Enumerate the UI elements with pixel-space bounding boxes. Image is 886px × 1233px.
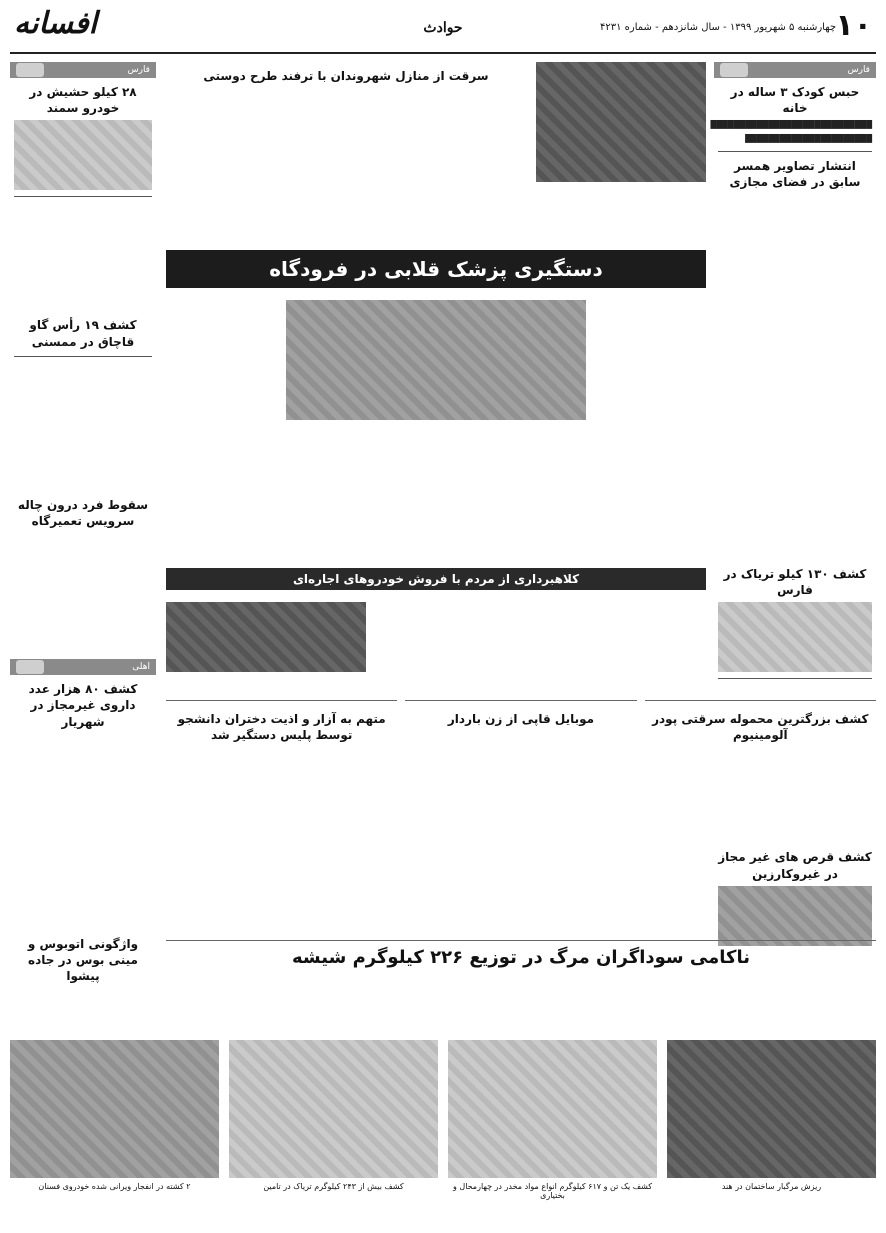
article-headline: سقوط فرد درون چاله سرویس تعمیرگاه bbox=[17, 497, 149, 528]
top-story bbox=[166, 62, 706, 248]
article-headline: کشف قرص های غیر مجاز در غیروکارزین bbox=[718, 850, 872, 881]
story-row bbox=[166, 700, 876, 930]
section-label: اهلی bbox=[132, 662, 150, 673]
divider bbox=[718, 678, 872, 679]
mid-story bbox=[166, 292, 706, 562]
article-headline: موبایل قاپی از زن باردار bbox=[447, 712, 595, 726]
divider bbox=[14, 356, 152, 357]
article-headline: کشف ۸۰ هزار عدد داروی غیرمجاز در شهریار bbox=[28, 682, 138, 729]
photo-card bbox=[229, 1040, 438, 1200]
suspect-photo bbox=[536, 62, 706, 182]
issue-info: چهارشنبه ۵ شهریور ۱۳۹۹ - سال شانزدهم - شماره ۴۲۳۱ bbox=[600, 22, 836, 33]
article-headline: کشف بزرگترین محموله سرقتی پودر آلومینیوم bbox=[652, 712, 869, 743]
section-label: فارس bbox=[847, 65, 870, 75]
left-column-lower bbox=[10, 930, 156, 989]
masthead bbox=[10, 6, 876, 54]
map-icon bbox=[720, 63, 748, 77]
article bbox=[166, 700, 397, 930]
section-bar bbox=[10, 659, 156, 675]
article-headline: کشف ۱۳۰ کیلو تریاک در فارس bbox=[723, 567, 867, 598]
right-column bbox=[710, 62, 876, 338]
article-headline: متهم به آزار و اذیت دختران دانشجو توسط پلیس دستگیر شد bbox=[177, 712, 386, 743]
divider bbox=[14, 196, 152, 197]
photo-card bbox=[667, 1040, 876, 1200]
banner-headline: دستگیری پزشک قلابی در فرودگاه bbox=[166, 250, 706, 288]
divider bbox=[718, 151, 872, 152]
logo: افسانه bbox=[14, 6, 98, 41]
section-title: حوادث bbox=[423, 20, 463, 36]
opium-photo bbox=[229, 1040, 438, 1178]
photo-caption: ۲ کشته در انفجار ویرانی شده خودروی فسنان bbox=[38, 1182, 191, 1191]
article-headline: حبس کودک ۳ ساله در خانه bbox=[730, 85, 860, 116]
page-number: ۱۰ bbox=[835, 8, 872, 43]
section-bar bbox=[10, 62, 156, 78]
narcotics-photo bbox=[448, 1040, 657, 1178]
bottom-story bbox=[166, 940, 876, 1032]
photo-caption: کشف بیش از ۲۴۳ کیلوگرم تریاک در تامین bbox=[263, 1182, 404, 1191]
drugs-photo bbox=[718, 602, 872, 672]
article-headline: سرقت از منازل شهروندان با ترفند طرح دوستی bbox=[203, 69, 489, 83]
explosion-photo bbox=[10, 1040, 219, 1178]
article-headline: واژگونی اتوبوس و مینی بوس در جاده پیشوا bbox=[27, 937, 139, 984]
main-area bbox=[166, 62, 706, 592]
left-column bbox=[10, 62, 156, 913]
article-headline: ناکامی سوداگران مرگ در توزیع ۲۲۶ کیلوگرم شیشه bbox=[292, 947, 750, 968]
article bbox=[405, 700, 636, 930]
section-label: فارس bbox=[127, 65, 150, 75]
section-bar bbox=[714, 62, 876, 78]
office-photo bbox=[286, 300, 586, 420]
collapse-photo bbox=[667, 1040, 876, 1178]
map-icon bbox=[16, 63, 44, 77]
hashish-photo bbox=[14, 120, 152, 190]
article-headline: کشف ۱۹ رأس گاو قاچاق در ممسنی bbox=[29, 318, 137, 349]
map-icon bbox=[16, 660, 44, 674]
article bbox=[645, 700, 876, 930]
article-headline: انتشار تصاویر همسر سابق در فضای مجازی bbox=[729, 159, 861, 190]
photo-card bbox=[448, 1040, 657, 1200]
banner-headline: کلاهبرداری از مردم با فروش خودروهای اجاره‌ای bbox=[166, 568, 706, 590]
article-body: ████████████████████████████ ██████████████████████ bbox=[710, 120, 872, 144]
photo-row bbox=[10, 1040, 876, 1200]
photo-caption: ریزش مرگبار ساختمان در هند bbox=[721, 1182, 822, 1191]
article-headline: ۲۸ کیلو حشیش در خودرو سمند bbox=[29, 85, 137, 116]
photo-card bbox=[10, 1040, 219, 1200]
photo-caption: کشف یک تن و ۶۱۷ کیلوگرم انواع مواد مخدر در چهارمحال و بختیاری bbox=[452, 1182, 653, 1200]
handcuffs-photo bbox=[166, 602, 366, 672]
